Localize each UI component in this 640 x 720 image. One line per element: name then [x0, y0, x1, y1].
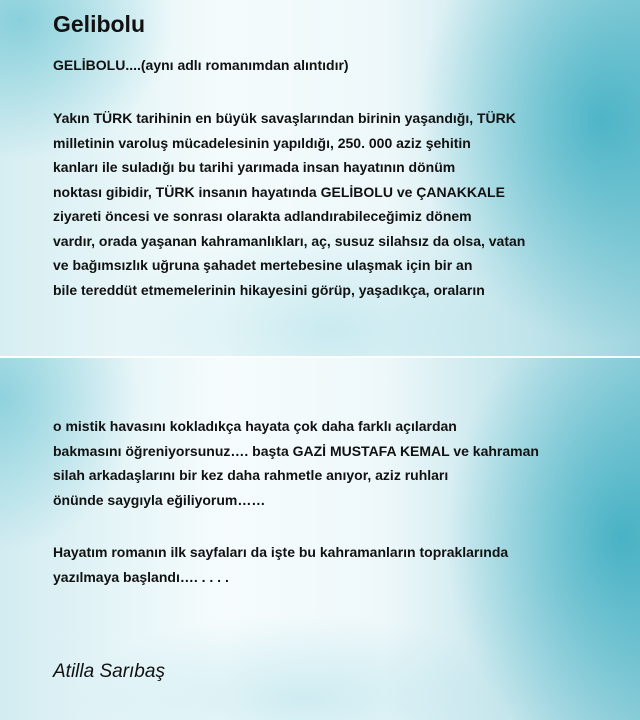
paragraph-line: Yakın TÜRK tarihinin en büyük savaşlarından birinin yaşandığı, TÜRK: [53, 110, 516, 126]
author-name: Atilla Sarıbaş: [53, 661, 165, 682]
poem-title: Gelibolu: [53, 11, 145, 37]
paragraph-1: [53, 106, 633, 302]
paragraph-line: milletinin varoluş mücadelesinin yapıldığı, 250. 000 aziz şehitin: [53, 134, 471, 151]
paragraph-line: kanları ile suladığı bu tarihi yarımada insan hayatının dönüm: [53, 159, 456, 175]
poem-subtitle: GELİBOLU....(aynı adlı romanımdan alıntıdır): [53, 57, 349, 73]
paragraph-line: bile tereddüt etmemelerinin hikayesini görüp, yaşadıkça, oraların: [53, 281, 485, 298]
paragraph-line: yazılmaya başlandı…. . . . .: [53, 568, 229, 585]
paragraph-line: silah arkadaşlarını bir kez daha rahmetle anıyor, aziz ruhları: [53, 467, 449, 483]
paragraph-3: [53, 540, 633, 589]
paragraph-line: Hayatım romanın ilk sayfaları da işte bu kahramanların topraklarında: [53, 544, 509, 560]
poem-page-bottom: [0, 358, 640, 720]
paragraph-line: vardır, orada yaşanan kahramanlıkları, aç, susuz silahsız da olsa, vatan: [53, 232, 526, 249]
paragraph-line: o mistik havasını kokladıkça hayata çok daha farklı açılardan: [53, 418, 457, 434]
paragraph-line: ziyareti öncesi ve sonrası olarakta adlandırabileceğimiz dönem: [53, 208, 472, 224]
paragraph-line: önünde saygıyla eğiliyorum……: [53, 491, 266, 508]
paragraph-line: noktası gibidir, TÜRK insanın hayatında GELİBOLU ve ÇANAKKALE: [53, 183, 505, 200]
paragraph-line: ve bağımsızlık uğruna şahadet mertebesine ulaşmak için bir an: [53, 257, 473, 273]
poem-page-top: [0, 0, 640, 358]
paragraph-line: bakmasını öğreniyorsunuz…. başta GAZİ MUSTAFA KEMAL ve kahraman: [53, 442, 539, 459]
paragraph-2: [53, 414, 633, 512]
